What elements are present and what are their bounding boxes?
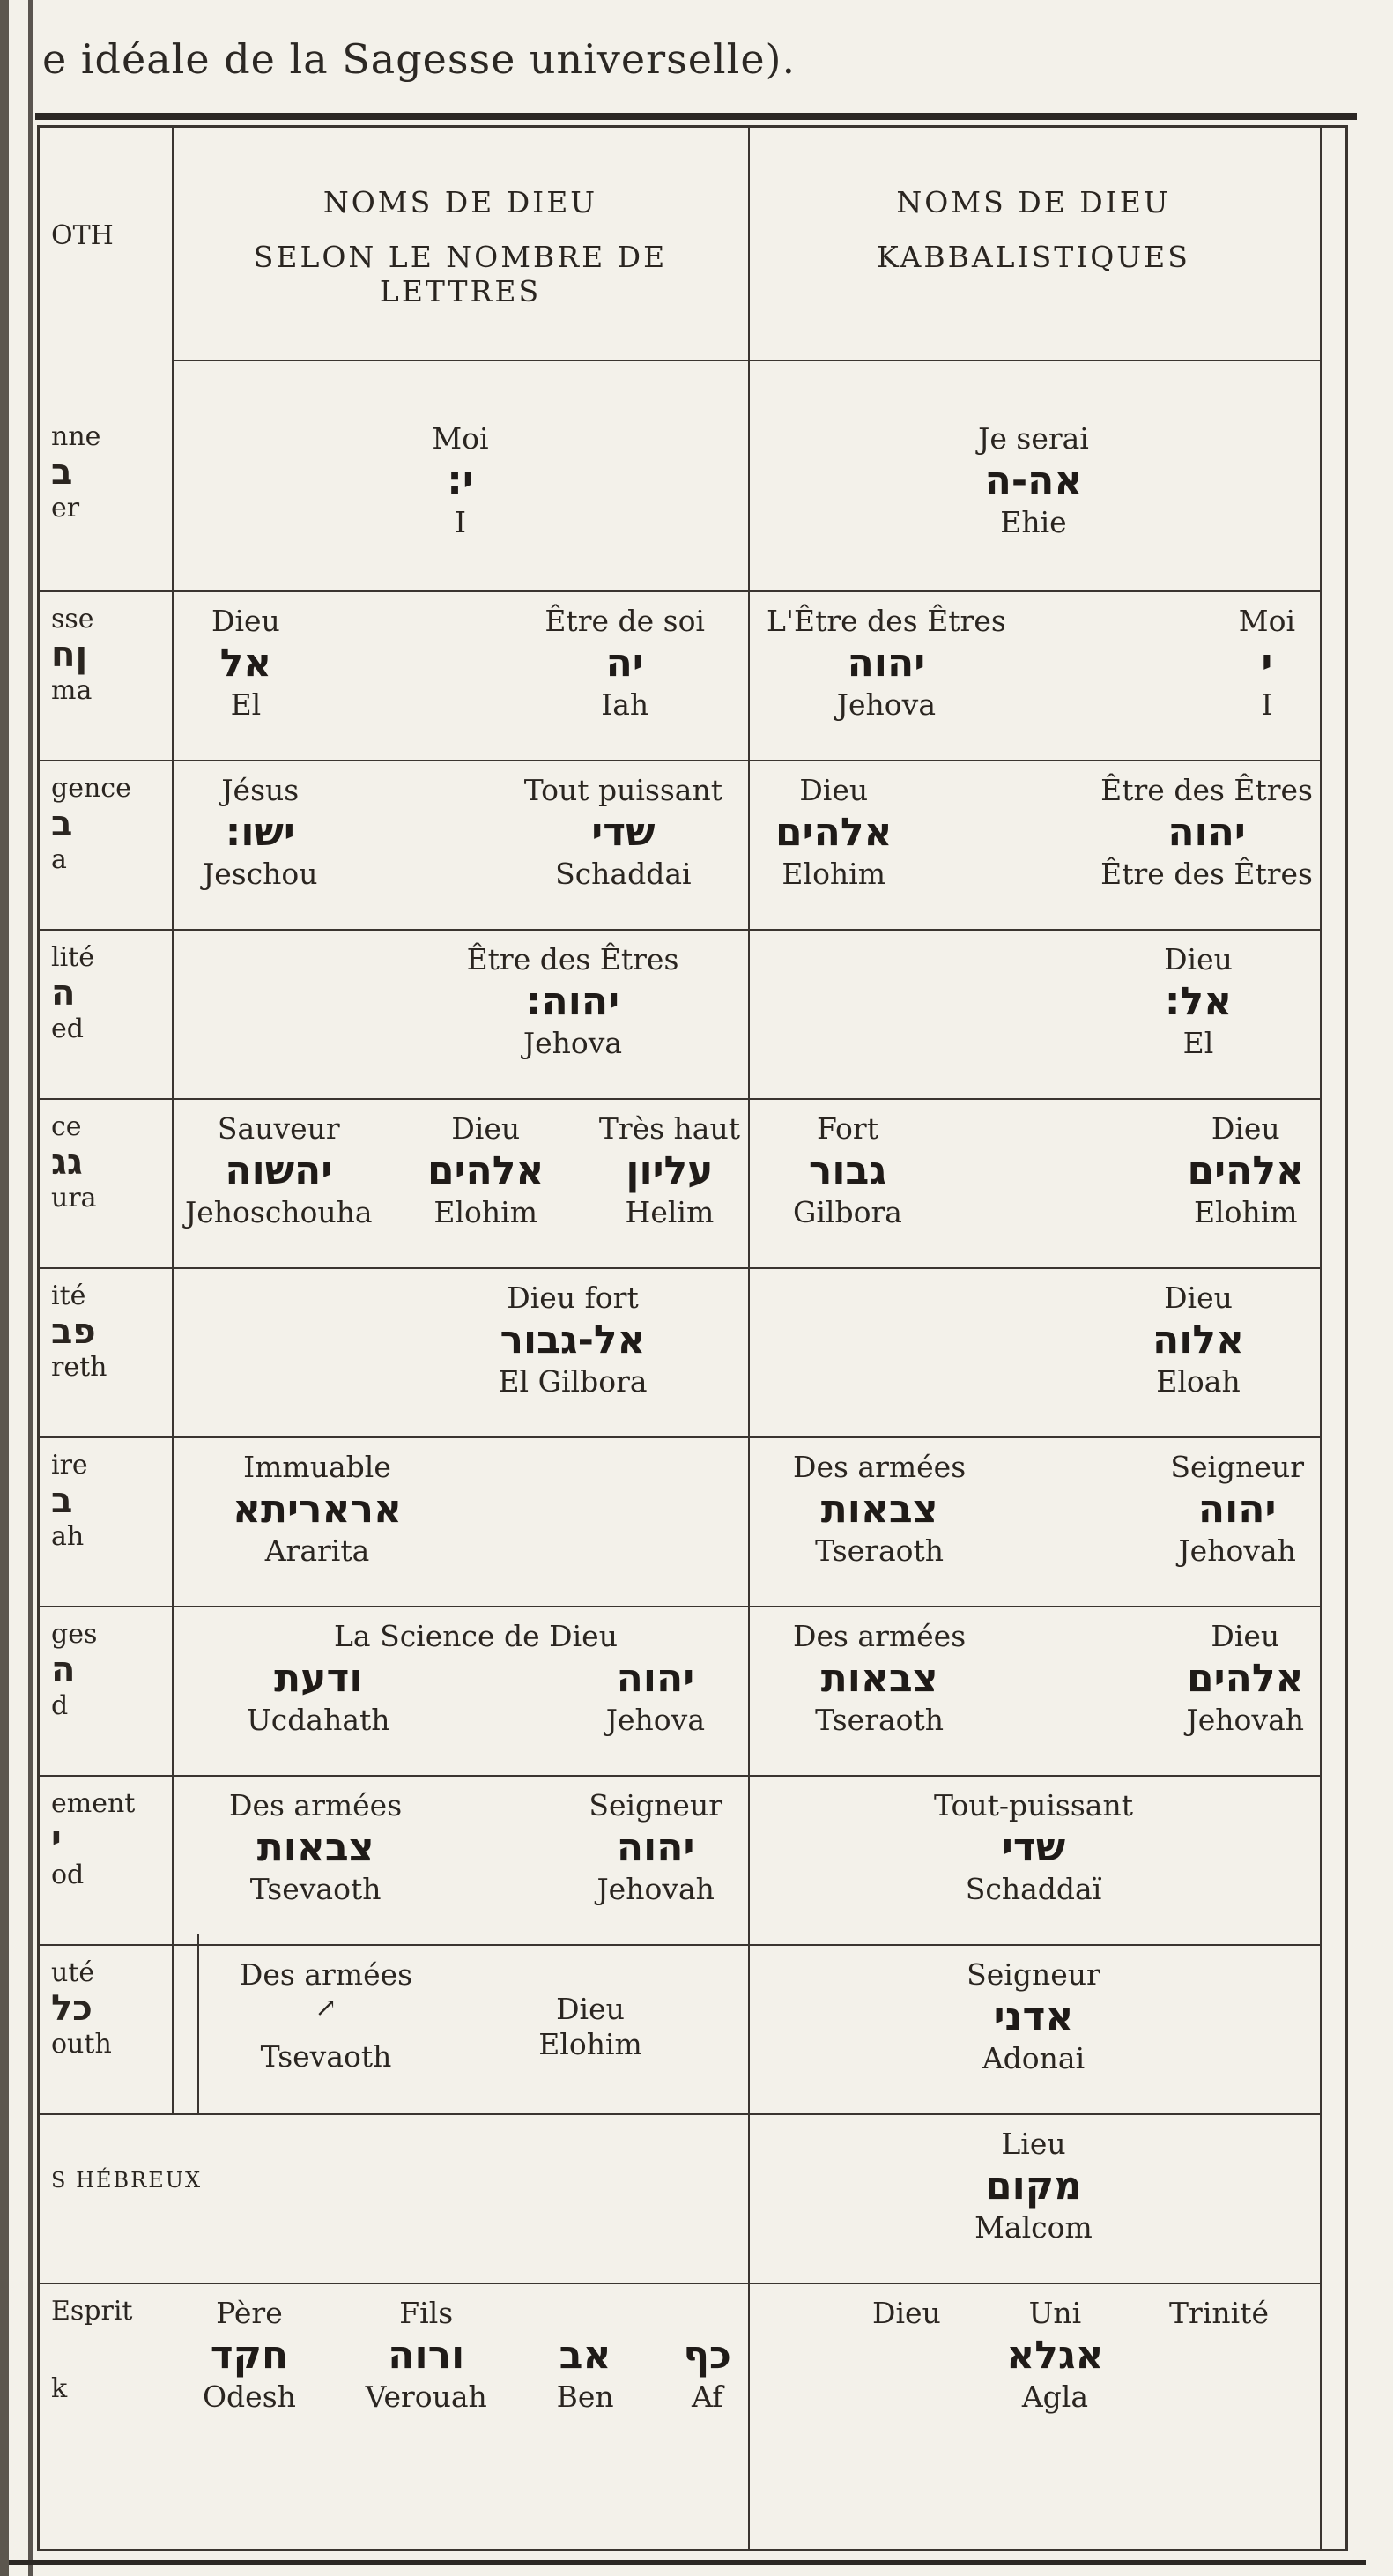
- row-left-label: S HÉBREUX: [51, 2168, 203, 2193]
- row-divider: [37, 1606, 1320, 1607]
- row-left-label: Esprit k: [51, 2296, 133, 2404]
- row-left-label: sse ןח ma: [51, 604, 94, 706]
- row-mid: Immuable אראריתא Ararita: [232, 1450, 403, 1568]
- row-right: Dieu Uni אגלא Agla Trinité: [872, 2296, 1269, 2414]
- row-divider: [37, 1098, 1320, 1100]
- row-left-label: lité ה ed: [51, 942, 94, 1044]
- row-left-label: ité פב reth: [51, 1281, 107, 1383]
- row-right: Dieu אלוה Eloah: [1152, 1281, 1244, 1399]
- row-divider: [37, 2113, 1320, 2115]
- page-edge: [0, 0, 9, 2576]
- row-right: Dieu אלהים Elohim Être des Êtres יהוה Être des Êtres: [775, 773, 1313, 891]
- row-right: Des armées צבאות Tseraoth Dieu אלהים Jehovah: [793, 1619, 1304, 1737]
- header-divider: [172, 360, 1320, 361]
- row-left-label: ire ב ah: [51, 1450, 88, 1552]
- row-right: L'Être des Êtres יהוה Jehova Moi י I: [767, 604, 1295, 722]
- row-mid: Moi י: I: [432, 421, 489, 539]
- row-left-label: uté כל outh: [51, 1957, 112, 2060]
- row-mid: Sauveur יהשוה Jehoschouha Dieu אלהים Elohim Très haut עליון Helim: [185, 1111, 740, 1229]
- row-mid: Des armées צבאות Tsevaoth Seigneur יהוה Jehovah: [229, 1788, 722, 1906]
- col-divider-1: [172, 125, 174, 2114]
- row-mid: Dieu אל El Être de soi יה Iah: [211, 604, 705, 722]
- row-left-label: ges ה d: [51, 1619, 98, 1721]
- row-mid: Dieu fort אל-גבור El Gilbora: [498, 1281, 648, 1399]
- col-divider-3: [1320, 125, 1322, 2551]
- row-left-label: ement י od: [51, 1788, 136, 1890]
- row-right: Seigneur אדני Adonai: [967, 1957, 1100, 2075]
- row-right: Lieu מקום Malcom: [974, 2127, 1093, 2245]
- row-mid-b: Dieu Elohim: [538, 1992, 642, 2061]
- page-heading: e idéale de la Sagesse universelle).: [42, 35, 797, 83]
- row-right: Tout-puissant שדי Schaddaï: [934, 1788, 1133, 1906]
- header-left: OTH: [51, 220, 114, 251]
- row-right: Fort גבור Gilbora Dieu אלהים Elohim: [793, 1111, 1304, 1229]
- row-divider: [37, 2283, 1320, 2284]
- top-rule: [35, 113, 1357, 120]
- row-divider: [37, 1436, 1320, 1438]
- header-col3: NOMS DE DIEU KABBALISTIQUES: [877, 185, 1190, 274]
- row-divider: [37, 1267, 1320, 1269]
- row-left-label: nne ב er: [51, 421, 101, 523]
- row-divider: [37, 590, 1320, 592]
- row-mid: La Science de Dieu ודעת Ucdahath יהוה Jehova: [247, 1619, 705, 1737]
- row-right: Je serai אה-ה Ehie: [978, 421, 1089, 539]
- row-mid: Être des Êtres יהוה: Jehova: [466, 942, 679, 1060]
- bottom-rule: [9, 2560, 1366, 2565]
- row-divider: [37, 1944, 1320, 1946]
- row-mid-a: Des armées ↗ Tsevaoth: [211, 1957, 441, 2074]
- row-divider: [37, 929, 1320, 931]
- row-divider: [37, 1775, 1320, 1777]
- header-col2: NOMS DE DIEU SELON LE NOMBRE DE LETTRES: [253, 185, 668, 309]
- row-mid: Jésus ישו: Jeschou Tout puissant שדי Schaddai: [203, 773, 722, 891]
- binding-line: [28, 0, 33, 2576]
- col-divider-4: [197, 1934, 199, 2114]
- arrow-mark: ↗: [315, 1992, 337, 2023]
- row-right: Dieu אל: El: [1164, 942, 1233, 1060]
- row-divider: [37, 760, 1320, 761]
- row-left-label: ce גג ura: [51, 1111, 97, 1214]
- row-mid: Père חקד Odesh Fils ורוה Verouah אב Ben כף Af: [203, 2296, 731, 2414]
- row-right: Des armées צבאות Tseraoth Seigneur יהוה Jehovah: [793, 1450, 1304, 1568]
- row-left-label: gence ב a: [51, 773, 131, 875]
